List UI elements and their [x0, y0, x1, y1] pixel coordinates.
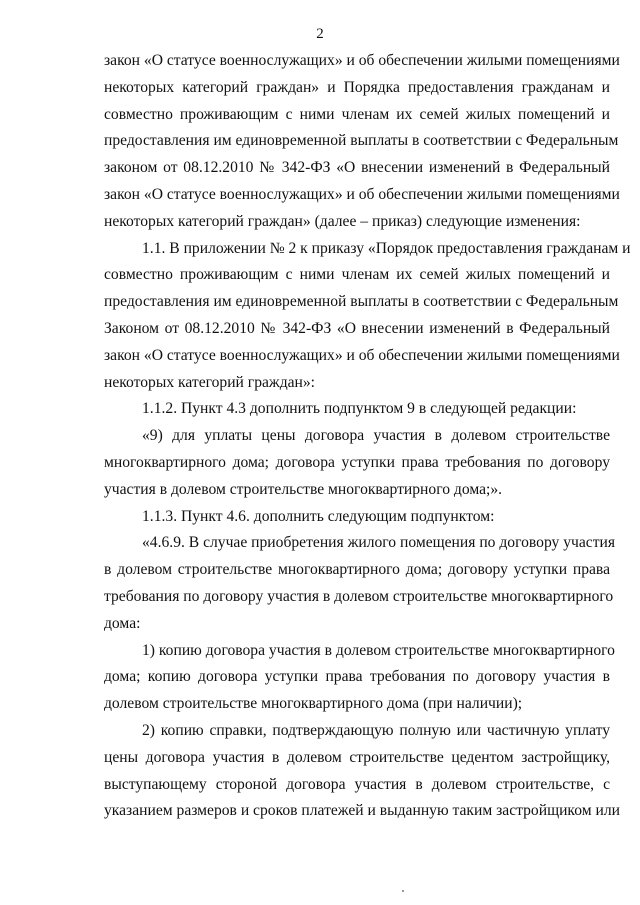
- scan-speck: [402, 890, 404, 892]
- text-line: цены договора участия в долевом строительстве цедентом застройщику,: [104, 748, 610, 766]
- text-line: многоквартирного дома; договора уступки права требования по договору: [104, 453, 610, 471]
- text-line: предоставления им единовременной выплаты в соответствии с Федеральным: [104, 132, 619, 150]
- text-line: совместно проживающим с ними членам их семей жилых помещений и: [104, 266, 610, 284]
- text-line: 1.1. В приложении № 2 к приказу «Порядок предоставления гражданам и: [142, 239, 631, 257]
- text-line: 1.1.2. Пункт 4.3 дополнить подпунктом 9 в следующей редакции:: [142, 400, 577, 418]
- text-line: «9) для уплаты цены договора участия в долевом строительстве: [142, 427, 610, 445]
- text-line: 1.1.3. Пункт 4.6. дополнить следующим подпунктом:: [142, 507, 495, 525]
- text-line: некоторых категорий граждан» и Порядка предоставления гражданам и: [104, 78, 610, 96]
- text-line: Законом от 08.12.2010 № 342-ФЗ «О внесении изменений в Федеральный: [104, 319, 610, 337]
- text-line: некоторых категорий граждан»:: [104, 373, 316, 391]
- text-line: некоторых категорий граждан» (далее – приказ) следующие изменения:: [104, 212, 581, 230]
- text-line: в долевом строительстве многоквартирного дома; договору уступки права: [104, 561, 610, 579]
- text-line: законом от 08.12.2010 № 342-ФЗ «О внесении изменений в Федеральный: [104, 159, 610, 177]
- text-line: предоставления им единовременной выплаты в соответствии с Федеральным: [104, 293, 619, 311]
- text-line: требования по договору участия в долевом строительстве многоквартирного: [104, 587, 614, 605]
- text-line: указанием размеров и сроков платежей и выданную таким застройщиком или: [104, 802, 620, 820]
- text-line: «4.6.9. В случае приобретения жилого помещения по договору участия: [142, 534, 616, 552]
- text-line: дома:: [104, 614, 141, 632]
- document-body: [104, 48, 631, 825]
- text-line: 2) копию справки, подтверждающую полную или частичную уплату: [142, 721, 610, 739]
- text-line: участия в долевом строительстве многоквартирного дома;».: [104, 480, 503, 498]
- text-line: долевом строительстве многоквартирного дома (при наличии);: [104, 695, 523, 713]
- page-number: 2: [316, 26, 324, 42]
- text-line: закон «О статусе военнослужащих» и об обеспечении жилыми помещениями: [104, 185, 620, 203]
- text-line: закон «О статусе военнослужащих» и об обеспечении жилыми помещениями: [104, 52, 620, 69]
- text-line: закон «О статусе военнослужащих» и об обеспечении жилыми помещениями: [104, 346, 620, 364]
- text-line: 1) копию договора участия в долевом строительстве многоквартирного: [142, 641, 615, 659]
- text-line: дома; копию договора уступки права требования по договору участия в: [104, 668, 610, 686]
- text-line: выступающему стороной договора участия в долевом строительстве, с: [104, 775, 610, 793]
- text-line: совместно проживающим с ними членам их семей жилых помещений и: [104, 105, 610, 123]
